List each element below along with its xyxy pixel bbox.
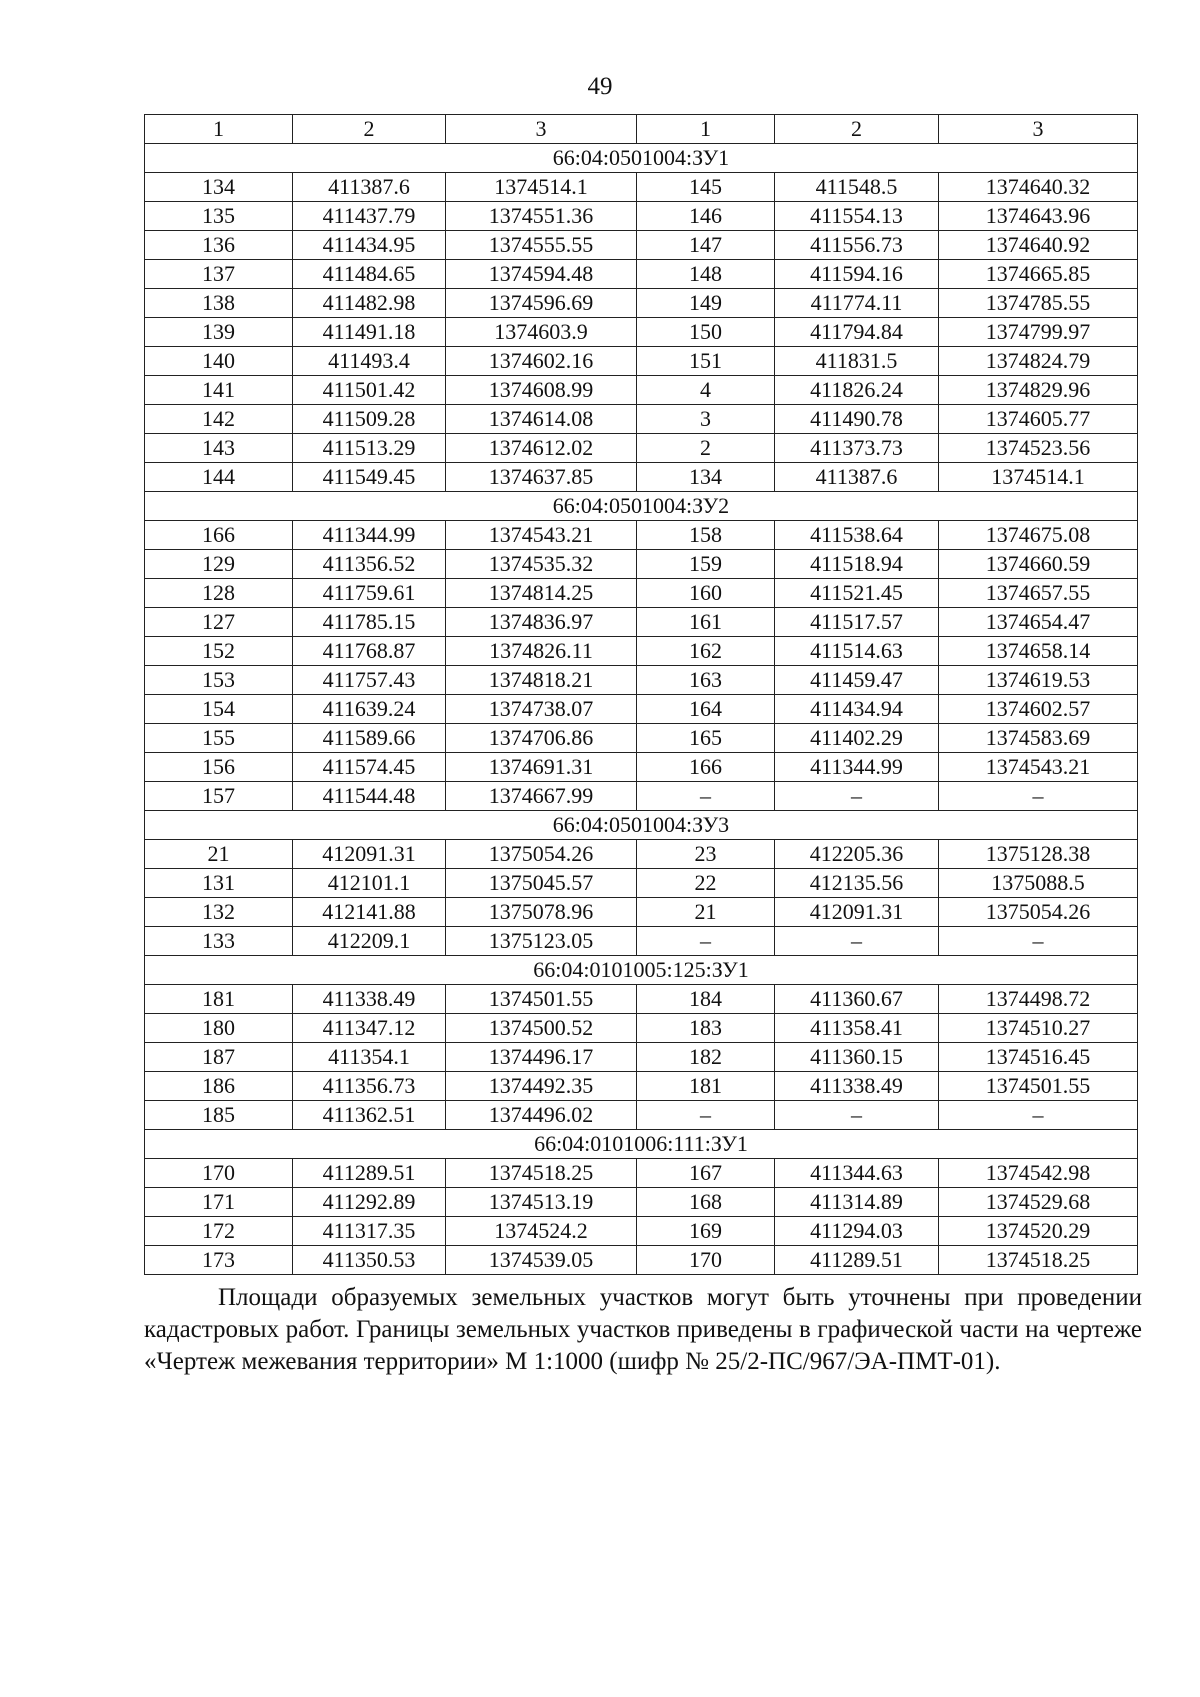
- table-cell: 411434.94: [775, 695, 939, 724]
- table-cell: 1374657.55: [939, 579, 1138, 608]
- table-cell: 1374596.69: [446, 289, 637, 318]
- header-cell: 3: [446, 115, 637, 144]
- table-cell: 155: [145, 724, 293, 753]
- table-row: [145, 202, 1138, 231]
- table-cell: –: [775, 1101, 939, 1130]
- table-row: [145, 260, 1138, 289]
- table-cell: 411544.48: [293, 782, 446, 811]
- table-cell: 1375054.26: [939, 898, 1138, 927]
- section-header-row: [145, 144, 1138, 173]
- table-cell: 411549.45: [293, 463, 446, 492]
- table-cell: 1374691.31: [446, 753, 637, 782]
- table-cell: 411289.51: [293, 1159, 446, 1188]
- table-cell: 133: [145, 927, 293, 956]
- table-cell: 411373.73: [775, 434, 939, 463]
- table-cell: –: [939, 782, 1138, 811]
- table-cell: 187: [145, 1043, 293, 1072]
- table-cell: 23: [637, 840, 775, 869]
- table-cell: 145: [637, 173, 775, 202]
- table-cell: 166: [637, 753, 775, 782]
- table-cell: 1374614.08: [446, 405, 637, 434]
- table-cell: 148: [637, 260, 775, 289]
- table-cell: 411794.84: [775, 318, 939, 347]
- table-cell: 4: [637, 376, 775, 405]
- table-cell: 411354.1: [293, 1043, 446, 1072]
- table-cell: 411482.98: [293, 289, 446, 318]
- table-cell: 163: [637, 666, 775, 695]
- table-cell: 411350.53: [293, 1246, 446, 1275]
- table-cell: 411757.43: [293, 666, 446, 695]
- table-cell: 1374640.32: [939, 173, 1138, 202]
- table-cell: 411491.18: [293, 318, 446, 347]
- table-cell: 1374675.08: [939, 521, 1138, 550]
- table-cell: 412205.36: [775, 840, 939, 869]
- table-cell: 412135.56: [775, 869, 939, 898]
- table-cell: 411402.29: [775, 724, 939, 753]
- table-cell: 411594.16: [775, 260, 939, 289]
- table-row: [145, 782, 1138, 811]
- table-row: [145, 753, 1138, 782]
- table-cell: 1375078.96: [446, 898, 637, 927]
- table-cell: 411387.6: [293, 173, 446, 202]
- section-title: 66:04:0501004:ЗУ3: [145, 811, 1138, 840]
- table-cell: 137: [145, 260, 293, 289]
- table-cell: 1374654.47: [939, 608, 1138, 637]
- table-cell: 1374518.25: [446, 1159, 637, 1188]
- table-row: [145, 985, 1138, 1014]
- table-row: [145, 840, 1138, 869]
- header-cell: 1: [145, 115, 293, 144]
- table-cell: 411514.63: [775, 637, 939, 666]
- table-cell: 411360.15: [775, 1043, 939, 1072]
- table-cell: 411501.42: [293, 376, 446, 405]
- section-title: 66:04:0501004:ЗУ2: [145, 492, 1138, 521]
- table-cell: 411484.65: [293, 260, 446, 289]
- table-cell: 1374799.97: [939, 318, 1138, 347]
- table-cell: 1374529.68: [939, 1188, 1138, 1217]
- table-cell: 140: [145, 347, 293, 376]
- table-row: [145, 434, 1138, 463]
- table-cell: 151: [637, 347, 775, 376]
- table-cell: 411574.45: [293, 753, 446, 782]
- table-cell: 411493.4: [293, 347, 446, 376]
- table-cell: 1374619.53: [939, 666, 1138, 695]
- table-cell: 1374594.48: [446, 260, 637, 289]
- table-cell: 1374706.86: [446, 724, 637, 753]
- header-cell: 2: [775, 115, 939, 144]
- table-cell: 1374640.92: [939, 231, 1138, 260]
- table-row: [145, 231, 1138, 260]
- table-row: [145, 550, 1138, 579]
- table-cell: 143: [145, 434, 293, 463]
- table-cell: 146: [637, 202, 775, 231]
- table-cell: –: [775, 782, 939, 811]
- table-cell: 1374551.36: [446, 202, 637, 231]
- table-cell: 171: [145, 1188, 293, 1217]
- table-cell: 1374658.14: [939, 637, 1138, 666]
- table-cell: 185: [145, 1101, 293, 1130]
- table-cell: 170: [145, 1159, 293, 1188]
- table-row: [145, 463, 1138, 492]
- table-cell: 1374665.85: [939, 260, 1138, 289]
- table-cell: 411459.47: [775, 666, 939, 695]
- table-cell: 164: [637, 695, 775, 724]
- table-cell: 411826.24: [775, 376, 939, 405]
- table-cell: 411356.52: [293, 550, 446, 579]
- table-cell: 1375054.26: [446, 840, 637, 869]
- table-cell: 136: [145, 231, 293, 260]
- table-cell: 411768.87: [293, 637, 446, 666]
- table-cell: 411785.15: [293, 608, 446, 637]
- table-cell: 170: [637, 1246, 775, 1275]
- table-cell: –: [775, 927, 939, 956]
- table-cell: 1374603.9: [446, 318, 637, 347]
- table-cell: 1374542.98: [939, 1159, 1138, 1188]
- header-cell: 3: [939, 115, 1138, 144]
- table-row: [145, 608, 1138, 637]
- table-row: [145, 695, 1138, 724]
- table-cell: 2: [637, 434, 775, 463]
- table-cell: 1374612.02: [446, 434, 637, 463]
- table-cell: 1374524.2: [446, 1217, 637, 1246]
- table-cell: 411362.51: [293, 1101, 446, 1130]
- table-cell: 139: [145, 318, 293, 347]
- table-cell: 1374492.35: [446, 1072, 637, 1101]
- table-cell: 169: [637, 1217, 775, 1246]
- section-header-row: [145, 811, 1138, 840]
- section-title: 66:04:0101005:125:ЗУ1: [145, 956, 1138, 985]
- table-cell: 411289.51: [775, 1246, 939, 1275]
- table-cell: 165: [637, 724, 775, 753]
- table-cell: 173: [145, 1246, 293, 1275]
- header-cell: 1: [637, 115, 775, 144]
- table-cell: 183: [637, 1014, 775, 1043]
- table-cell: 142: [145, 405, 293, 434]
- table-cell: 1374829.96: [939, 376, 1138, 405]
- table-cell: –: [939, 927, 1138, 956]
- table-cell: 158: [637, 521, 775, 550]
- table-cell: 1374660.59: [939, 550, 1138, 579]
- table-cell: 411344.99: [775, 753, 939, 782]
- table-cell: 1374605.77: [939, 405, 1138, 434]
- table-row: [145, 1043, 1138, 1072]
- table-cell: 166: [145, 521, 293, 550]
- table-cell: 1374602.57: [939, 695, 1138, 724]
- table-row: [145, 1072, 1138, 1101]
- table-cell: 1374501.55: [939, 1072, 1138, 1101]
- table-cell: 411314.89: [775, 1188, 939, 1217]
- table-cell: 411292.89: [293, 1188, 446, 1217]
- table-cell: 411344.99: [293, 521, 446, 550]
- table-cell: 1374543.21: [939, 753, 1138, 782]
- table-cell: 411347.12: [293, 1014, 446, 1043]
- table-cell: 412091.31: [293, 840, 446, 869]
- table-cell: 411589.66: [293, 724, 446, 753]
- table-cell: 411437.79: [293, 202, 446, 231]
- table-cell: –: [637, 1101, 775, 1130]
- table-row: [145, 724, 1138, 753]
- table-row: [145, 869, 1138, 898]
- table-cell: 1374539.05: [446, 1246, 637, 1275]
- table-cell: 411490.78: [775, 405, 939, 434]
- table-cell: 1374500.52: [446, 1014, 637, 1043]
- section-title: 66:04:0501004:ЗУ1: [145, 144, 1138, 173]
- table-row: [145, 1188, 1138, 1217]
- table-cell: 411831.5: [775, 347, 939, 376]
- table-cell: 1375128.38: [939, 840, 1138, 869]
- table-cell: 1374523.56: [939, 434, 1138, 463]
- table-row: [145, 1101, 1138, 1130]
- table-row: [145, 347, 1138, 376]
- table-cell: 147: [637, 231, 775, 260]
- table-cell: 412101.1: [293, 869, 446, 898]
- table-cell: 181: [637, 1072, 775, 1101]
- table-cell: 1375088.5: [939, 869, 1138, 898]
- table-cell: 411338.49: [775, 1072, 939, 1101]
- table-cell: 1374520.29: [939, 1217, 1138, 1246]
- table-cell: 22: [637, 869, 775, 898]
- table-row: [145, 579, 1138, 608]
- table-cell: 180: [145, 1014, 293, 1043]
- table-cell: 1374643.96: [939, 202, 1138, 231]
- table-cell: 1374836.97: [446, 608, 637, 637]
- table-row: [145, 927, 1138, 956]
- table-row: [145, 898, 1138, 927]
- table-cell: 412141.88: [293, 898, 446, 927]
- table-row: [145, 1246, 1138, 1275]
- page-number: 49: [587, 73, 613, 100]
- coordinates-table: [144, 114, 1138, 1275]
- table-cell: 21: [637, 898, 775, 927]
- table-cell: 411556.73: [775, 231, 939, 260]
- table-cell: 411434.95: [293, 231, 446, 260]
- table-cell: 161: [637, 608, 775, 637]
- table-cell: 411554.13: [775, 202, 939, 231]
- table-cell: 172: [145, 1217, 293, 1246]
- table-cell: 181: [145, 985, 293, 1014]
- table-cell: 149: [637, 289, 775, 318]
- table-cell: 1375123.05: [446, 927, 637, 956]
- section-title: 66:04:0101006:111:ЗУ1: [145, 1130, 1138, 1159]
- table-row: [145, 666, 1138, 695]
- table-cell: 1374637.85: [446, 463, 637, 492]
- table-row: [145, 1159, 1138, 1188]
- table-cell: 1374583.69: [939, 724, 1138, 753]
- table-cell: 412209.1: [293, 927, 446, 956]
- table-cell: 162: [637, 637, 775, 666]
- table-cell: 411360.67: [775, 985, 939, 1014]
- table-row: [145, 173, 1138, 202]
- table-cell: 1374514.1: [446, 173, 637, 202]
- table-cell: 1374514.1: [939, 463, 1138, 492]
- table-cell: 1374510.27: [939, 1014, 1138, 1043]
- table-row: [145, 637, 1138, 666]
- table-cell: 159: [637, 550, 775, 579]
- table-row: [145, 289, 1138, 318]
- table-cell: 1374555.55: [446, 231, 637, 260]
- table-cell: 411639.24: [293, 695, 446, 724]
- table-cell: 1374667.99: [446, 782, 637, 811]
- table-row: [145, 1014, 1138, 1043]
- table-cell: 411356.73: [293, 1072, 446, 1101]
- table-cell: 138: [145, 289, 293, 318]
- table-cell: 160: [637, 579, 775, 608]
- table-row: [145, 521, 1138, 550]
- table-cell: 131: [145, 869, 293, 898]
- table-cell: 1374518.25: [939, 1246, 1138, 1275]
- table-cell: 411387.6: [775, 463, 939, 492]
- table-cell: 1374535.32: [446, 550, 637, 579]
- table-cell: 1374543.21: [446, 521, 637, 550]
- section-header-row: [145, 1130, 1138, 1159]
- table-cell: 1374608.99: [446, 376, 637, 405]
- table-cell: 182: [637, 1043, 775, 1072]
- note-paragraph: Площади образуемых земельных участков могут быть уточнены при проведении кадастровых работ. Границы земельных участков приведены в графической части на чертеже «Чертеж межевания территории» М 1:1000 (шифр № 25/2-ПС/967/ЭА-ПМТ-01).: [144, 1284, 1142, 1375]
- table-cell: 157: [145, 782, 293, 811]
- table-cell: 411548.5: [775, 173, 939, 202]
- table-cell: 156: [145, 753, 293, 782]
- table-cell: 1374496.02: [446, 1101, 637, 1130]
- table-cell: 1374602.16: [446, 347, 637, 376]
- table-cell: 1374824.79: [939, 347, 1138, 376]
- table-header-row: [145, 115, 1138, 144]
- table-cell: 411774.11: [775, 289, 939, 318]
- table-cell: 1375045.57: [446, 869, 637, 898]
- header-cell: 2: [293, 115, 446, 144]
- table-cell: 144: [145, 463, 293, 492]
- table-cell: 1374785.55: [939, 289, 1138, 318]
- table-cell: –: [637, 927, 775, 956]
- table-cell: 168: [637, 1188, 775, 1217]
- table-row: [145, 405, 1138, 434]
- table-cell: 411358.41: [775, 1014, 939, 1043]
- table-cell: 21: [145, 840, 293, 869]
- table-cell: 154: [145, 695, 293, 724]
- table-row: [145, 376, 1138, 405]
- table-cell: 153: [145, 666, 293, 695]
- table-cell: 152: [145, 637, 293, 666]
- table-cell: 135: [145, 202, 293, 231]
- table-cell: 411513.29: [293, 434, 446, 463]
- table-cell: 1374513.19: [446, 1188, 637, 1217]
- table-cell: –: [939, 1101, 1138, 1130]
- table-cell: 141: [145, 376, 293, 405]
- table-row: [145, 1217, 1138, 1246]
- table-cell: 134: [637, 463, 775, 492]
- section-header-row: [145, 956, 1138, 985]
- table-cell: 411517.57: [775, 608, 939, 637]
- table-cell: 1374814.25: [446, 579, 637, 608]
- table-cell: 184: [637, 985, 775, 1014]
- table-cell: 127: [145, 608, 293, 637]
- table-cell: 411344.63: [775, 1159, 939, 1188]
- table-cell: 1374826.11: [446, 637, 637, 666]
- coordinates-table-body: [145, 115, 1138, 1275]
- table-cell: 411521.45: [775, 579, 939, 608]
- table-cell: 134: [145, 173, 293, 202]
- table-cell: 411518.94: [775, 550, 939, 579]
- table-cell: 412091.31: [775, 898, 939, 927]
- table-cell: 1374818.21: [446, 666, 637, 695]
- table-cell: 186: [145, 1072, 293, 1101]
- table-cell: 167: [637, 1159, 775, 1188]
- table-cell: 129: [145, 550, 293, 579]
- table-cell: 132: [145, 898, 293, 927]
- table-cell: 411509.28: [293, 405, 446, 434]
- section-header-row: [145, 492, 1138, 521]
- table-cell: 411759.61: [293, 579, 446, 608]
- table-cell: 1374498.72: [939, 985, 1138, 1014]
- table-cell: 411317.35: [293, 1217, 446, 1246]
- table-cell: 1374738.07: [446, 695, 637, 724]
- table-cell: –: [637, 782, 775, 811]
- table-cell: 1374516.45: [939, 1043, 1138, 1072]
- table-cell: 3: [637, 405, 775, 434]
- table-row: [145, 318, 1138, 347]
- table-cell: 411338.49: [293, 985, 446, 1014]
- table-cell: 1374496.17: [446, 1043, 637, 1072]
- table-cell: 411538.64: [775, 521, 939, 550]
- table-cell: 411294.03: [775, 1217, 939, 1246]
- table-cell: 128: [145, 579, 293, 608]
- table-cell: 150: [637, 318, 775, 347]
- table-cell: 1374501.55: [446, 985, 637, 1014]
